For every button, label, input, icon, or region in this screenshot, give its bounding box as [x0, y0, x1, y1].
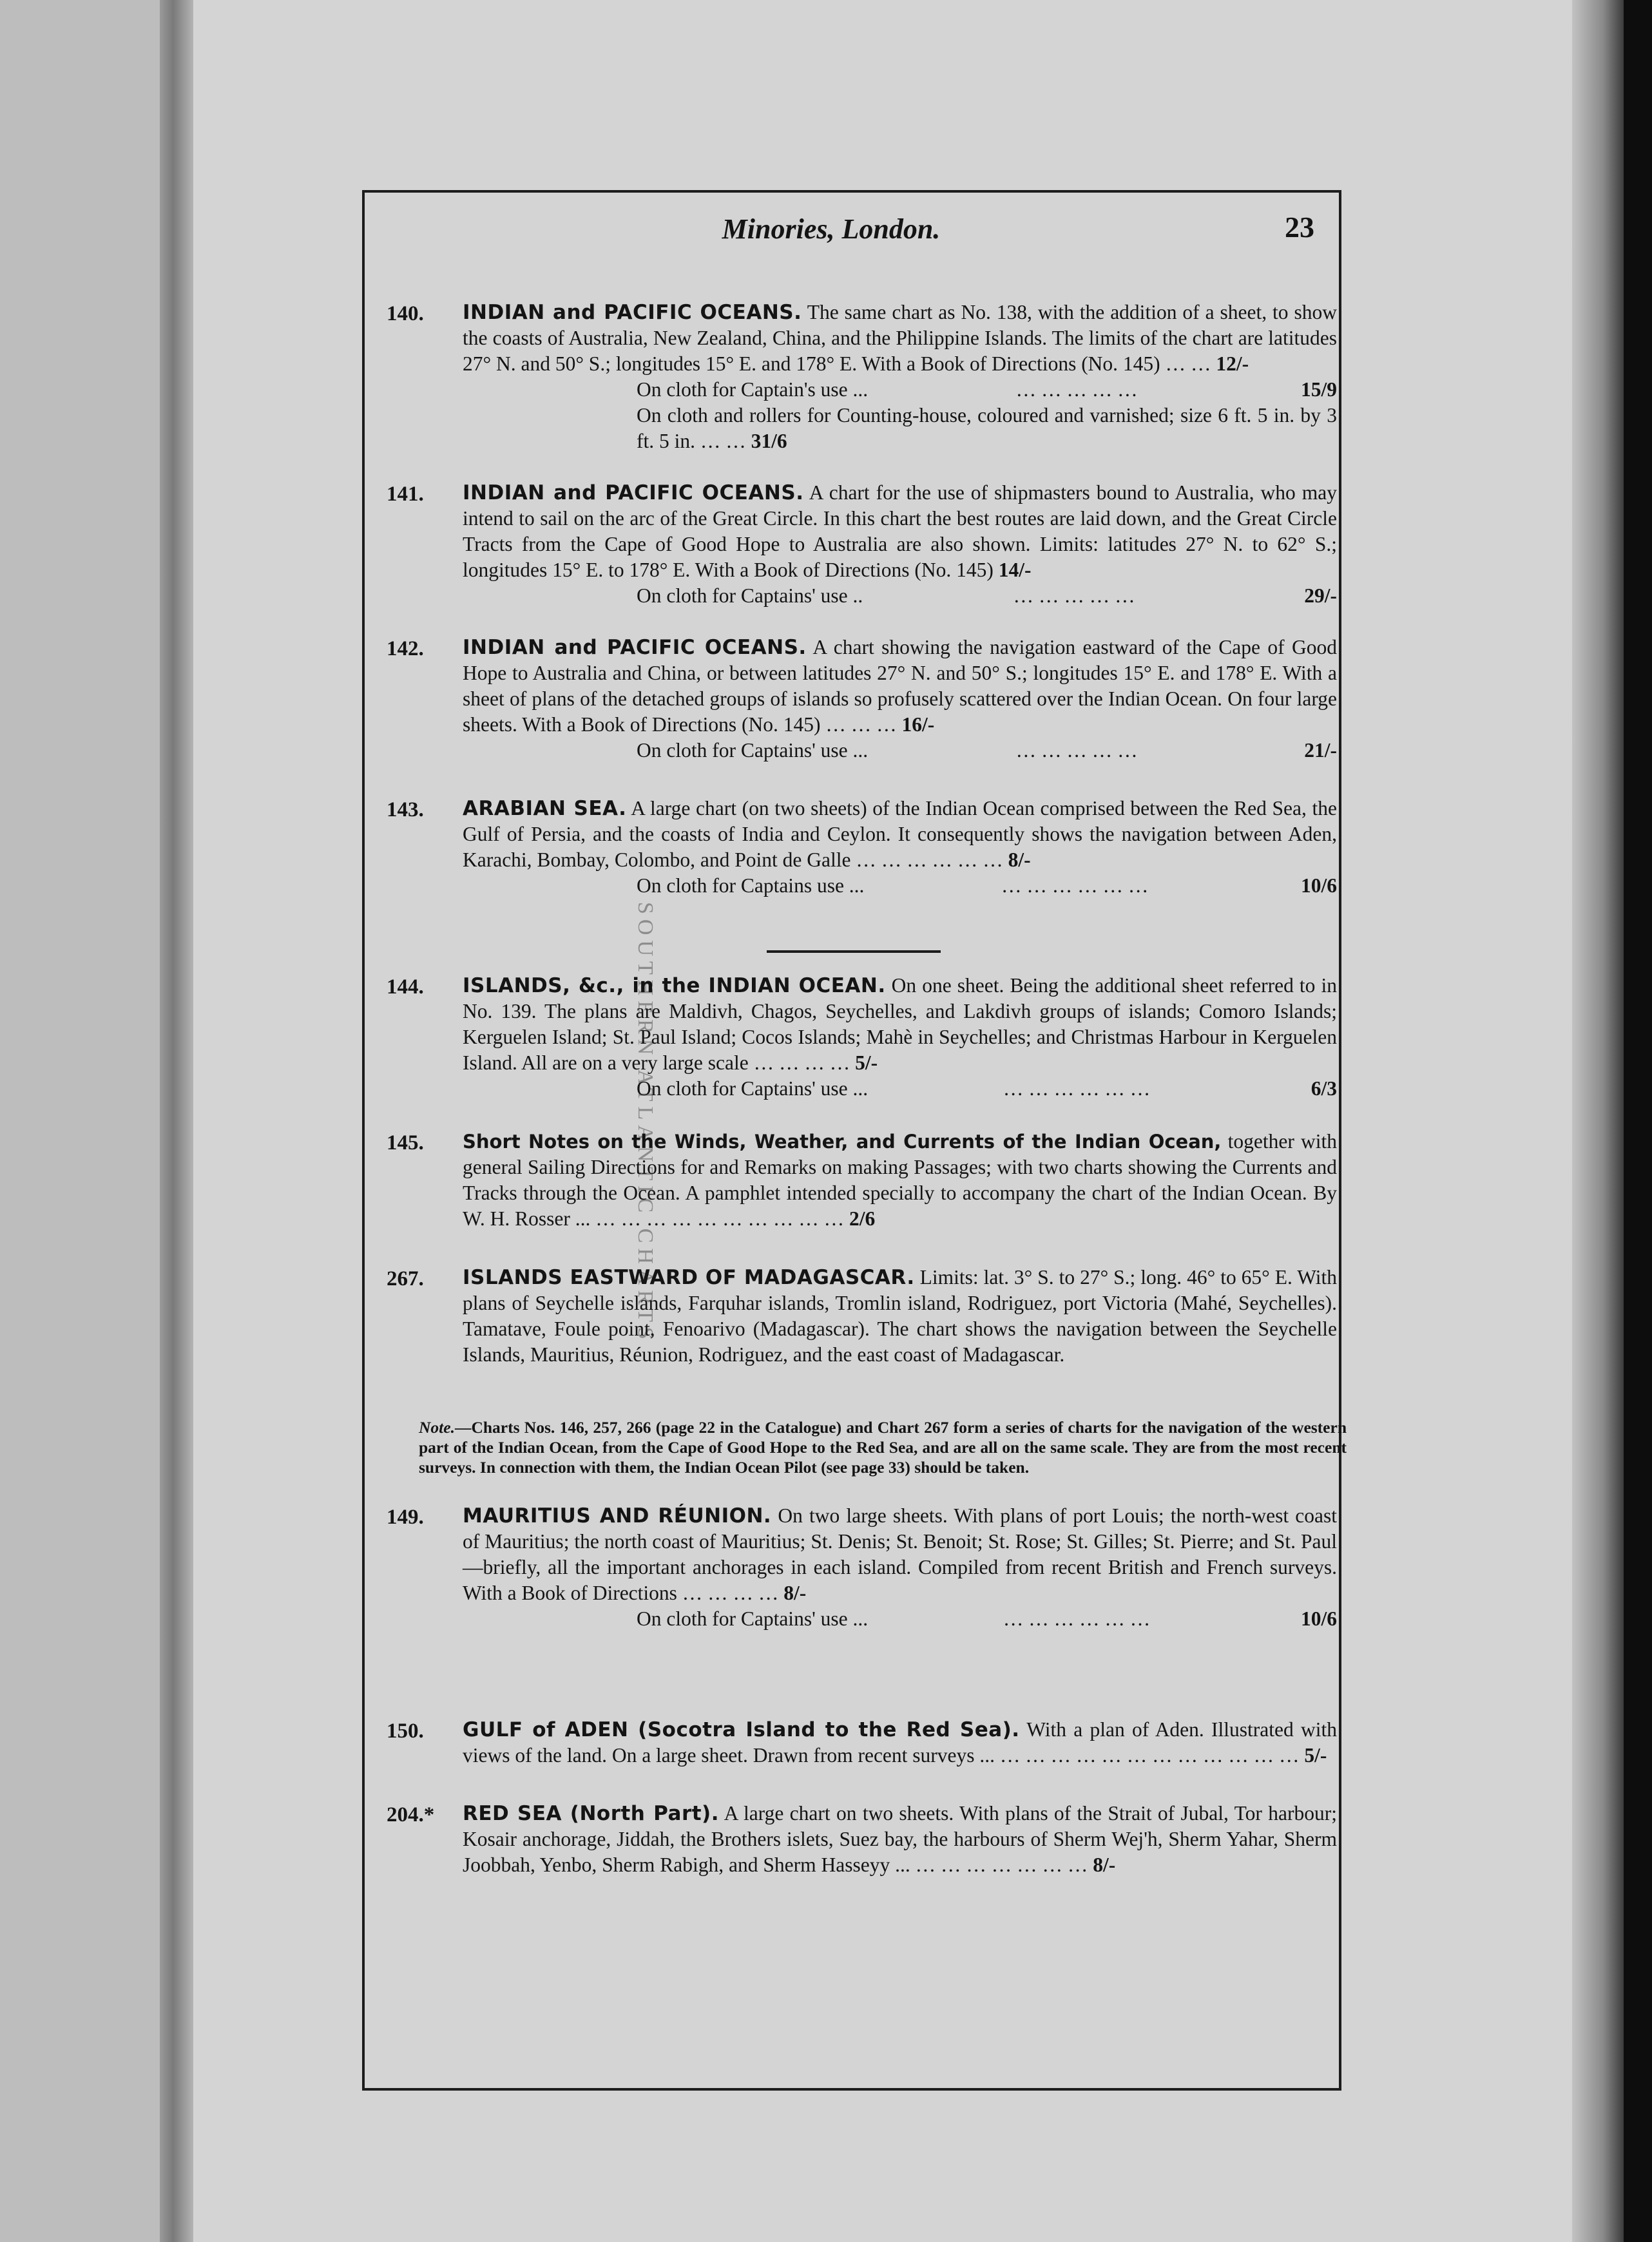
entry-price: 8/-	[1093, 1854, 1116, 1876]
entry-title: GULF of ADEN (Socotra Island to the Red Sea).	[463, 1718, 1020, 1741]
entry-price: 8/-	[1008, 848, 1031, 871]
entry-number: 142.	[387, 637, 424, 660]
catalogue-entry-142: 142. INDIAN and PACIFIC OCEANS. A chart showing the navigation eastward of the Cape of Good Hope to Australia and China, or between latitudes 27° N. and 50° S.; longitudes 15° E. and 178° E. With a sheet of plans of the detached groups of islands so profusely scattered over the Indian Ocean. On four large sheets. With a Book of Directions (No. 145) … … … 16/- On cloth for Captains' use ... … … … … … 21/-	[387, 635, 1337, 763]
entry-number: 145.	[387, 1131, 424, 1155]
entry-option: On cloth for Captains' use ... … … … … … … 10/6	[637, 1606, 1337, 1632]
catalogue-entry-149: 149. MAURITIUS AND RÉUNION. On two large sheets. With plans of port Louis; the north-west coast of Mauritius; the north coast of Mauritius; St. Denis; St. Benoit; St. Rose; St. Gilles; St. Pierre; and St. Paul—briefly, all the important anchorages in each island. Compiled from recent British and French surveys. With a Book of Directions … … … … 8/- On cloth for Captains' use ... … … … … … … 10/6	[387, 1503, 1337, 1632]
entry-title: ARABIAN SEA.	[463, 797, 627, 820]
entry-number: 267.	[387, 1267, 424, 1290]
entry-description: The same chart as No. 138, with the addition of a sheet, to show the coasts of Australia, New Zealand, China, and the Philippine Islands. The limits of the chart are latitudes 27° N. and 50° S.; longitudes 15° E. and 178° E. With a Book of Directions (No. 145)	[463, 301, 1337, 375]
entry-number: 143.	[387, 798, 424, 821]
entry-description: A large chart (on two sheets) of the Indian Ocean comprised between the Red Sea, the Gulf of Persia, and the coasts of India and Ceylon. It consequently shows the navigation between Aden, Karachi, Bombay, Colombo, and Point de Galle	[463, 797, 1337, 871]
book-gutter	[160, 0, 193, 2242]
option-price: 6/3	[1311, 1077, 1337, 1100]
entry-title: INDIAN and PACIFIC OCEANS.	[463, 301, 802, 324]
entry-option: On cloth for Captain's use ... … … … … … 15/9	[637, 377, 1337, 403]
option-price: 21/-	[1304, 739, 1337, 762]
entry-title: Short Notes on the Winds, Weather, and Currents of the Indian Ocean,	[463, 1131, 1222, 1153]
option-label: On cloth for Captains' use ...	[637, 739, 869, 762]
entry-option: On cloth for Captains use ... … … … … … … 10/6	[637, 873, 1337, 899]
entry-number: 149.	[387, 1506, 424, 1529]
option-label: On cloth for Captains' use ...	[637, 1607, 869, 1630]
entry-title: INDIAN and PACIFIC OCEANS.	[463, 481, 804, 504]
entry-option: On cloth and rollers for Counting-house, coloured and varnished; size 6 ft. 5 in. by 3 ft. 5 in. … … 31/6	[637, 404, 1337, 452]
entry-price: 14/-	[998, 559, 1032, 581]
entry-price: 5/-	[1304, 1744, 1327, 1767]
option-price: 31/6	[751, 430, 787, 452]
option-price: 10/6	[1300, 1607, 1337, 1630]
note-lead: Note.	[419, 1418, 455, 1437]
page-number: 23	[1285, 211, 1314, 244]
running-head: Minories, London.	[722, 213, 941, 245]
entry-description: A large chart on two sheets. With plans of the Strait of Jubal, Tor harbour; Kosair anchorage, Jiddah, the Brothers islets, Suez bay, the harbours of Sherm Wej'h, Sherm Yahar, Sherm Joobbah, Yenbo, Sherm Rabigh, and Sherm Hasseyy ...	[463, 1802, 1337, 1876]
entry-price: 16/-	[901, 713, 935, 736]
entry-title: RED SEA (North Part).	[463, 1802, 719, 1825]
catalogue-entry-150: 150. GULF of ADEN (Socotra Island to the Red Sea). With a plan of Aden. Illustrated with views of the land. On a large sheet. Drawn from recent surveys ... … … … … … … … … … … … … 5/-	[387, 1718, 1337, 1767]
option-label: On cloth and rollers for Counting-house, coloured and varnished; size 6 ft. 5 in. by 3 ft. 5 in.	[637, 404, 1337, 452]
entry-price: 8/-	[783, 1582, 807, 1604]
note-text: —Charts Nos. 146, 257, 266 (page 22 in the Catalogue) and Chart 267 form a series of charts for the navigation of the western part of the Indian Ocean, from the Cape of Good Hope to the Red Sea, and are all on the same scale. They are from the most recent surveys. In connection with them, the Indian Ocean Pilot (see page 33) should be taken.	[419, 1418, 1347, 1477]
entry-title: INDIAN and PACIFIC OCEANS.	[463, 636, 807, 659]
entry-description: A chart showing the navigation eastward of the Cape of Good Hope to Australia and China, or between latitudes 27° N. and 50° S.; longitudes 15° E. and 178° E. With a sheet of plans of the detached groups of islands so profusely scattered over the Indian Ocean. On four large sheets. With a Book of Directions (No. 145)	[463, 636, 1337, 736]
option-price: 15/9	[1300, 378, 1337, 401]
catalogue-entry-204: 204.* RED SEA (North Part). A large chart on two sheets. With plans of the Strait of Jubal, Tor harbour; Kosair anchorage, Jiddah, the Brothers islets, Suez bay, the harbours of Sherm Wej'h, Sherm Yahar, Sherm Joobbah, Yenbo, Sherm Rabigh, and Sherm Hasseyy ... … … … … … … … 8/-	[387, 1802, 1337, 1876]
entry-description: On one sheet. Being the additional sheet referred to in No. 139. The plans are Maldivh, Chagos, Seychelles, and Lakdivh groups of islands; Comoro Islands; Kerguelen Island; St. Paul Island; Cocos Islands; Mahè in Seychelles; and Christmas Harbour in Kerguelen Island. All are on a very large scale	[463, 974, 1337, 1074]
option-label: On cloth for Captains use ...	[637, 874, 865, 897]
entry-option: On cloth for Captains' use .. … … … … … 29/-	[637, 583, 1337, 609]
entry-price: 5/-	[855, 1051, 878, 1074]
entry-title: MAURITIUS AND RÉUNION.	[463, 1504, 772, 1528]
facing-page-edge	[0, 0, 160, 2242]
catalogue-entry-267	[387, 1265, 1337, 1368]
entry-title: ISLANDS EASTWARD OF MADAGASCAR.	[463, 1266, 915, 1289]
entry-option: On cloth for Captains' use ... … … … … … 21/-	[637, 738, 1337, 763]
option-label: On cloth for Captain's use ...	[637, 378, 869, 401]
entry-description: With a plan of Aden. Illustrated with views of the land. On a large sheet. Drawn from recent surveys ...	[463, 1718, 1337, 1767]
option-price: 10/6	[1300, 874, 1337, 897]
entry-number: 204.*	[387, 1803, 435, 1826]
section-rule	[767, 950, 941, 953]
page-fore-edge	[1572, 0, 1624, 2242]
option-label: On cloth for Captains' use ...	[637, 1077, 869, 1100]
entry-description: Limits: lat. 3° S. to 27° S.; long. 46° to 65° E. With plans of Seychelle islands, Farquhar islands, Tromlin island, Rodriguez, port Victoria (Mahé, Seychelles). Tamatave, Foule point, Fenoarivo (Madagascar). The chart shows the navigation between the Seychelle Islands, Mauritius, Réunion, Rodriguez, and the east coast of Madagascar.	[463, 1266, 1337, 1366]
bleed-through-text: SOUTHERN ATLANTIC CHARTS	[633, 902, 657, 1345]
option-price: 29/-	[1304, 584, 1337, 607]
catalogue-entry-141	[387, 480, 1337, 609]
entry-description: On two large sheets. With plans of port Louis; the north-west coast of Mauritius; the north coast of Mauritius; St. Denis; St. Benoit; St. Rose; St. Gilles; St. Pierre; and St. Paul—briefly, all the important anchorages in each island. Compiled from recent British and French surveys. With a Book of Directions	[463, 1504, 1338, 1604]
entry-description: A chart for the use of shipmasters bound to Australia, who may intend to sail on the arc of the Great Circle. In this chart the best routes are laid down, and the Great Circle Tracts from the Cape of Good Hope to Australia are also shown. Limits: latitudes 27° N. to 62° S.; longitudes 15° E. to 178° E. With a Book of Directions (No. 145)	[463, 481, 1337, 581]
catalogue-entry-140: 140. INDIAN and PACIFIC OCEANS. The same chart as No. 138, with the addition of a sheet, to show the coasts of Australia, New Zealand, China, and the Philippine Islands. The limits of the chart are latitudes 27° N. and 50° S.; longitudes 15° E. and 178° E. With a Book of Directions (No. 145) … … 12/- On cloth for Captain's use ... … … … … … 15/9 On cloth and rollers for Counting-house, coloured and varnished; size 6 ft. 5 in. by 3 ft. 5 in. … … 31/6	[387, 300, 1337, 454]
entry-number: 144.	[387, 975, 424, 999]
entry-price: 2/6	[849, 1207, 876, 1230]
catalogue-entry-145: 145. Short Notes on the Winds, Weather, and Currents of the Indian Ocean, together with general Sailing Directions for and Remarks on making Passages; with two charts showing the Currents and Tracks through the Ocean. A pamphlet intended specially to accompany the chart of the Indian Ocean. By W. H. Rosser ... … … … … … … … … … … 2/6	[387, 1130, 1337, 1230]
entry-price: 12/-	[1216, 352, 1249, 375]
option-label: On cloth for Captains' use ..	[637, 584, 863, 607]
entry-option: On cloth for Captains' use ... … … … … … … 6/3	[637, 1076, 1337, 1102]
entry-number: 150.	[387, 1720, 424, 1743]
catalogue-entry-144: 144. ISLANDS, &c., in the INDIAN OCEAN. On one sheet. Being the additional sheet referred to in No. 139. The plans are Maldivh, Chagos, Seychelles, and Lakdivh groups of islands; Comoro Islands; Kerguelen Island; St. Paul Island; Cocos Islands; Mahè in Seychelles; and Christmas Harbour in Kerguelen Island. All are on a very large scale … … … … 5/- On cloth for Captains' use ... … … … … … … 6/3	[387, 973, 1337, 1102]
entry-description: together with general Sailing Directions for and Remarks on making Passages; with two charts showing the Currents and Tracks through the Ocean. A pamphlet intended specially to accompany the chart of the Indian Ocean. By W. H. Rosser ...	[463, 1130, 1337, 1230]
catalogue-entry-143: 143. ARABIAN SEA. A large chart (on two sheets) of the Indian Ocean comprised between the Red Sea, the Gulf of Persia, and the coasts of India and Ceylon. It consequently shows the navigation between Aden, Karachi, Bombay, Colombo, and Point de Galle … … … … … … 8/- On cloth for Captains use ... … … … … … … 10/6	[387, 796, 1337, 899]
entry-number: 141.	[387, 483, 424, 506]
entry-title: ISLANDS, &c., in the INDIAN OCEAN.	[463, 974, 886, 997]
entry-number: 140.	[387, 302, 424, 325]
catalogue-note	[419, 1417, 1347, 1477]
